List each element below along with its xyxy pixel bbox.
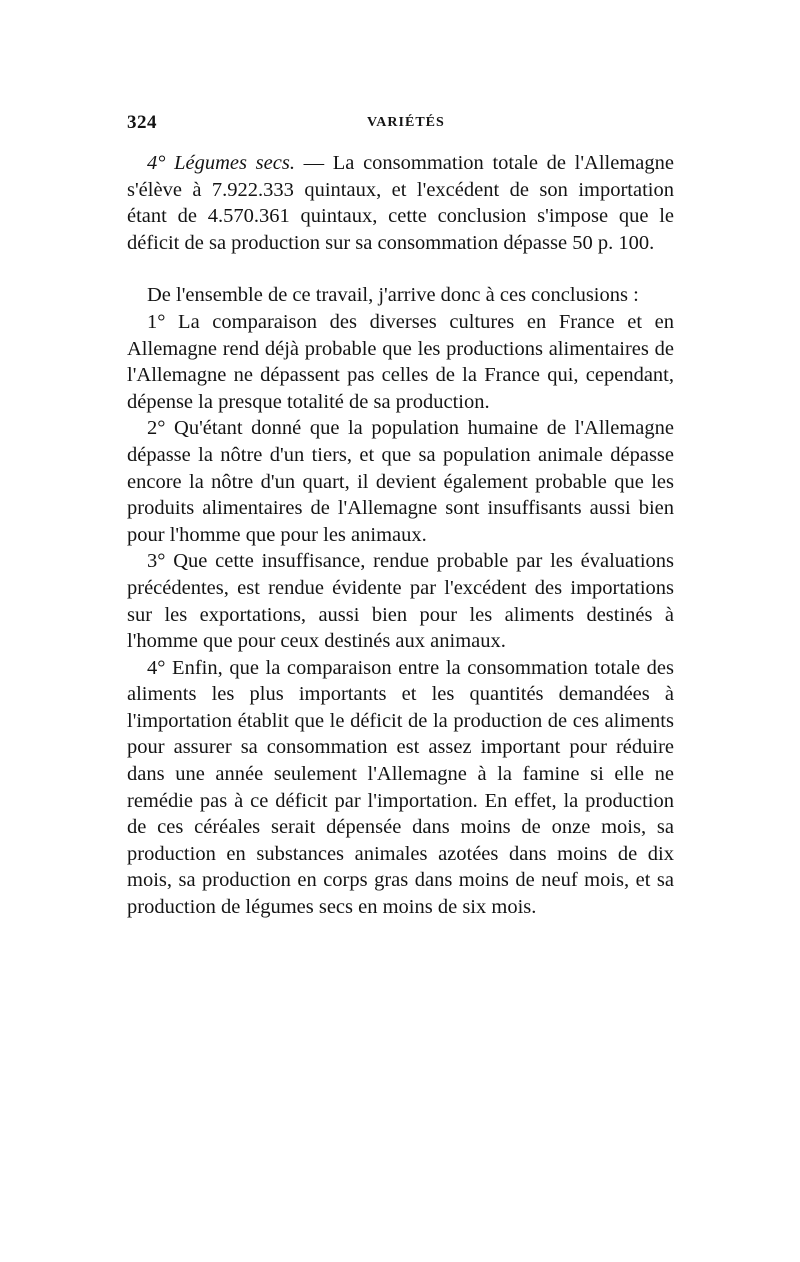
paragraph-conclusion-2: 2° Qu'étant donné que la population humaine de l'Allemagne dépasse la nôtre d'un tiers, et que sa population animale dépasse encore la nôtre d'un quart, il devient également probable que les produits alimentaires de l'Allemagne sont insuffisants aussi bien pour l'homme que pour les animaux. — [127, 417, 674, 546]
page-header — [127, 112, 674, 136]
paragraph-lead: 4° Légumes secs. — [147, 152, 295, 174]
paragraph-conclusions-intro: De l'ensemble de ce travail, j'arrive donc à ces conclusions : — [147, 284, 639, 307]
paragraph-conclusion-3: 3° Que cette insuffisance, rendue probable par les évaluations précédentes, est rendue évidente par l'excédent des importations sur les exportations, aussi bien pour les aliments destinés à l'homme que pour ceux destinés aux animaux. — [127, 550, 674, 653]
paragraph-conclusion-1: 1° La comparaison des diverses cultures en France et en Allemagne rend déjà probable que les productions alimentaires de l'Allemagne ne dépassent pas celles de la France qui, cependant, dépense la presque totalité de sa production. — [127, 310, 674, 413]
body-text — [127, 150, 674, 921]
paragraph-conclusion-4: 4° Enfin, que la comparaison entre la consommation totale des aliments les plus importants et les quantités demandées à l'importation établit que le déficit de la production de ces aliments pour assurer sa consommation est assez important pour réduire dans une année seulement l'Allemagne à la famine si elle ne remédie pas à ce déficit par l'importation. En effet, la production de ces céréales serait dépensée dans moins de onze mois, sa production en substances animales azotées dans moins de dix mois, sa production en corps gras dans moins de neuf mois, et sa production de légumes secs en moins de six mois. — [127, 656, 674, 919]
paragraph-gap — [127, 256, 674, 282]
paragraph-text: — La consommation totale de l'Allemagne s'élève à 7.922.333 quintaux, et l'excédent de son importation étant de 4.570.361 quintaux, cette conclusion s'impose que le déficit de sa production sur sa consommation dépasse 50 p. 100. — [127, 152, 674, 254]
paragraph-legumes-secs — [127, 150, 674, 256]
running-head: VARIÉTÉS — [367, 115, 445, 130]
page-number: 324 — [127, 112, 157, 133]
